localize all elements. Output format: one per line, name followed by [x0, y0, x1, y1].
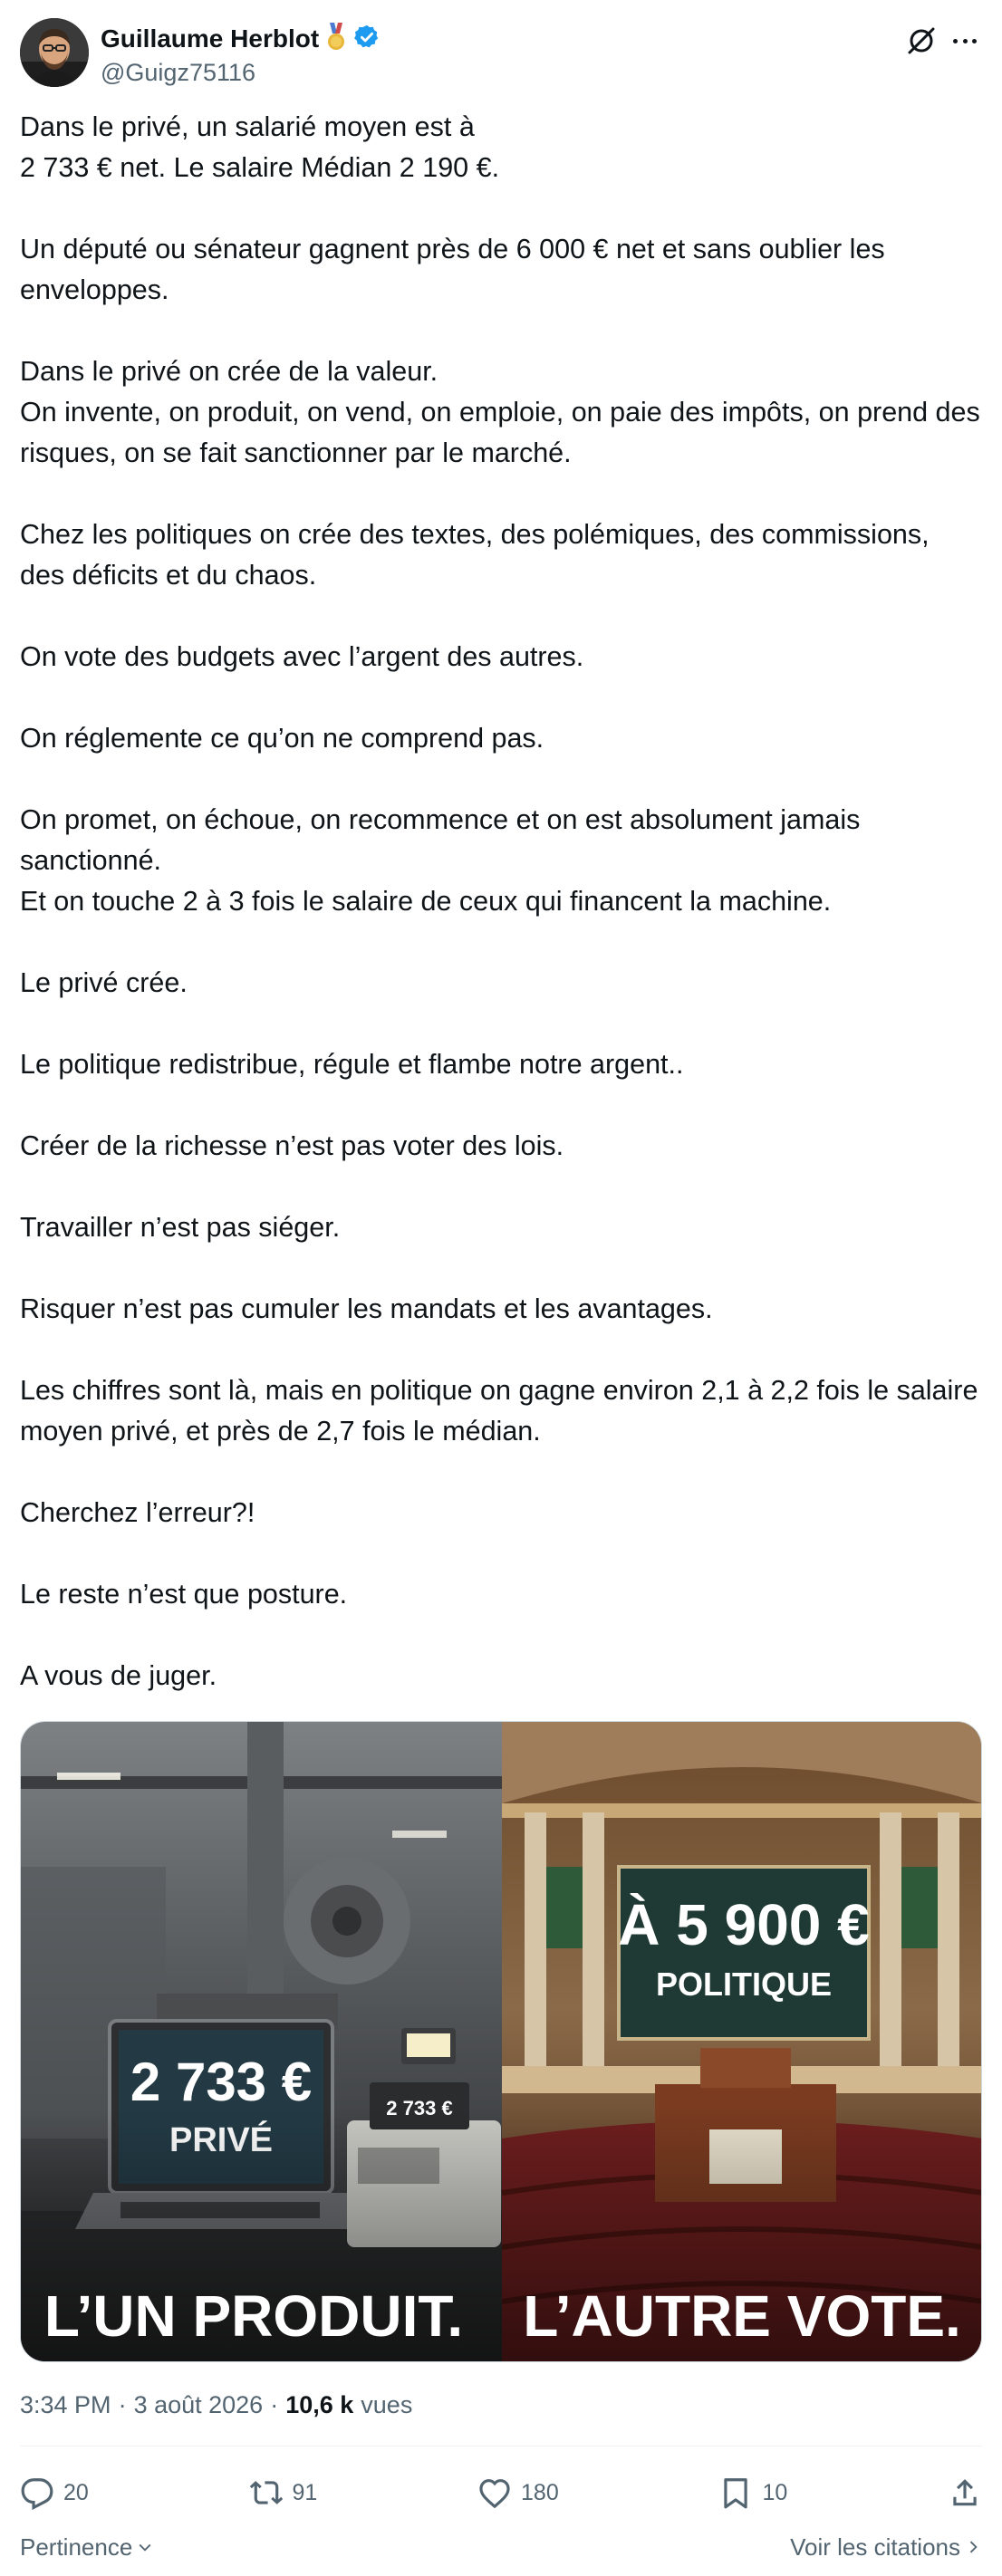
- tweet-date[interactable]: 3 août 2026: [133, 2391, 264, 2418]
- bookmark-count: 10: [762, 2479, 788, 2505]
- name-row: [101, 21, 381, 57]
- right-caption: L’AUTRE VOTE.: [523, 2283, 961, 2349]
- bookmark-icon: [718, 2475, 753, 2510]
- views-count: 10,6 k: [285, 2391, 354, 2418]
- tweet-paragraph: A vous de juger.: [20, 1660, 217, 1691]
- tweet-paragraph: Dans le privé, un salarié moyen est à 2 733 € net. Le salaire Médian 2 190 €.: [20, 111, 500, 183]
- replies-footer: [20, 2527, 982, 2567]
- tweet-header: [20, 18, 982, 91]
- tweet-paragraph: Créer de la richesse n’est pas voter des lois.: [20, 1130, 564, 1161]
- tweet-paragraph: Dans le privé on crée de la valeur. On invente, on produit, on vend, on emploie, on paie des impôts, on prend des risques, on se fait sanctionner par le marché.: [20, 356, 980, 468]
- share-icon: [948, 2475, 982, 2510]
- heart-icon: [477, 2475, 512, 2510]
- author-handle[interactable]: @Guigz75116: [101, 59, 256, 86]
- repost-button[interactable]: [249, 2475, 318, 2510]
- views-label: vues: [361, 2391, 413, 2418]
- tweet-paragraph: On promet, on échoue, on recommence et on est absolument jamais sanctionné. Et on touche 2 à 3 fois le salaire de ceux qui financent la machine.: [20, 804, 861, 917]
- meta-separator: ·: [118, 2391, 127, 2418]
- repost-icon: [249, 2475, 284, 2510]
- chevron-right-icon: [964, 2538, 982, 2556]
- tweet-paragraph: Travailler n’est pas siéger.: [20, 1212, 341, 1243]
- tweet-actions: [20, 2468, 982, 2517]
- tweet-image[interactable]: [20, 1721, 982, 2362]
- like-count: 180: [521, 2479, 559, 2505]
- avatar[interactable]: [20, 18, 89, 87]
- tweet-paragraph: Le politique redistribue, régule et flambe notre argent..: [20, 1049, 684, 1080]
- tweet-paragraph: Chez les politiques on crée des textes, des polémiques, des commissions, des déficits et du chaos.: [20, 519, 930, 591]
- tweet-paragraph: Un député ou sénateur gagnent près de 6 000 € net et sans oublier les enveloppes.: [20, 234, 885, 305]
- reply-button[interactable]: [20, 2475, 89, 2510]
- tweet-paragraph: Le reste n’est que posture.: [20, 1579, 348, 1610]
- author-name[interactable]: Guillaume Herblot: [101, 24, 320, 53]
- view-quotes-link[interactable]: [790, 2533, 982, 2562]
- reply-count: 20: [63, 2479, 89, 2505]
- tweet-paragraph: On réglemente ce qu’on ne comprend pas.: [20, 723, 544, 754]
- like-button[interactable]: [477, 2475, 559, 2510]
- reply-icon: [20, 2475, 54, 2510]
- grok-icon[interactable]: [904, 24, 939, 58]
- share-button[interactable]: [948, 2475, 982, 2510]
- tweet-paragraph: Les chiffres sont là, mais en politique on gagne environ 2,1 à 2,2 fois le salaire moyen privé, et près de 2,7 fois le médian.: [20, 1375, 978, 1447]
- tweet-meta: [20, 2391, 412, 2419]
- meta-separator: ·: [270, 2391, 279, 2418]
- sort-dropdown[interactable]: [20, 2533, 154, 2562]
- tweet-paragraph: On vote des budgets avec l’argent des autres.: [20, 641, 584, 672]
- tweet-paragraph: Risquer n’est pas cumuler les mandats et les avantages.: [20, 1293, 713, 1324]
- medal-icon: [326, 23, 346, 56]
- left-caption: L’UN PRODUIT.: [43, 2283, 464, 2349]
- bookmark-button[interactable]: [718, 2475, 787, 2510]
- verified-badge-icon: [353, 24, 381, 55]
- repost-count: 91: [292, 2479, 318, 2505]
- chevron-down-icon: [136, 2538, 154, 2556]
- tweet-paragraph: Le privé crée.: [20, 967, 188, 998]
- tweet-paragraph: Cherchez l’erreur?!: [20, 1497, 255, 1528]
- view-quotes-label: Voir les citations: [790, 2533, 960, 2561]
- sort-label: Pertinence: [20, 2533, 133, 2561]
- tweet-time[interactable]: 3:34 PM: [20, 2391, 111, 2418]
- more-options-icon[interactable]: [948, 24, 982, 58]
- tweet-text: [20, 107, 980, 1697]
